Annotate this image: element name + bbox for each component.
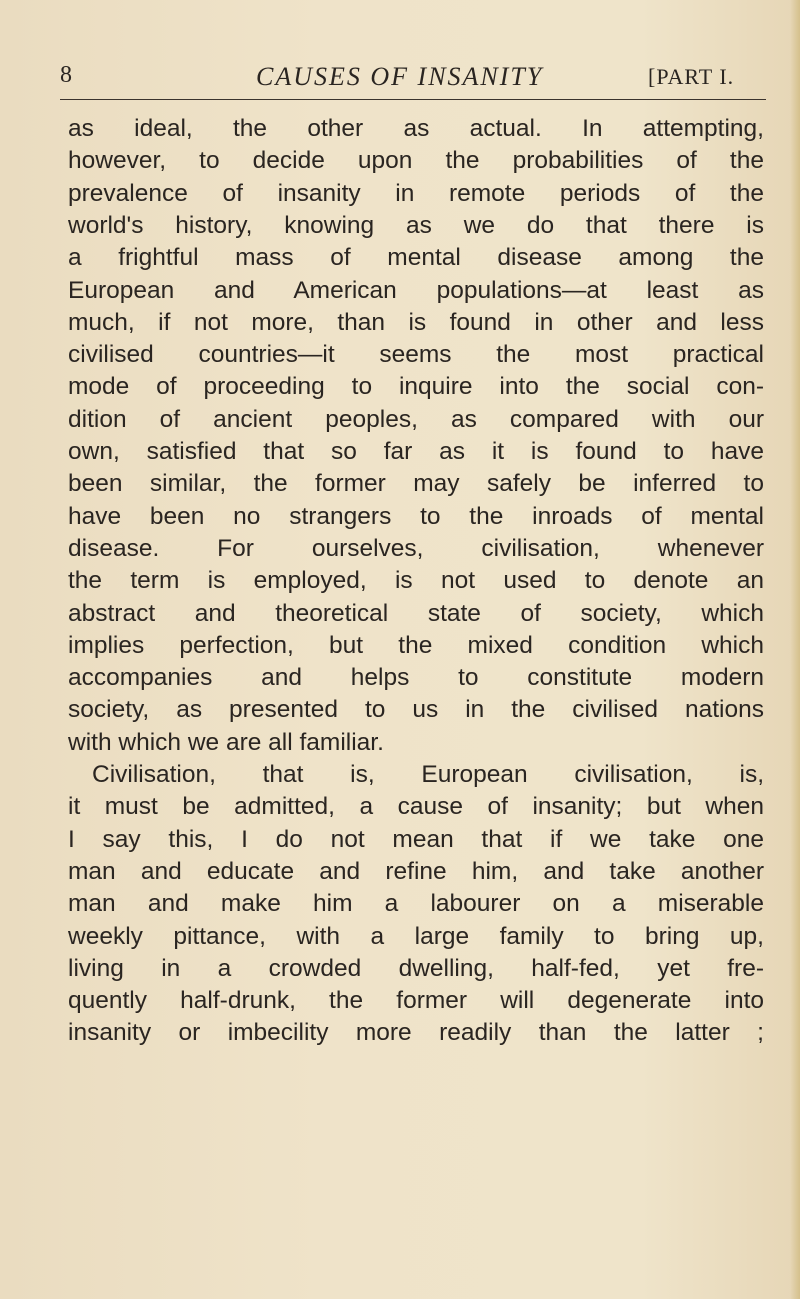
text-line: own, satisfied that so far as it is found to have [68, 438, 764, 465]
text-line: civilised countries—it seems the most practical [68, 341, 764, 369]
text-line: accompanies and helps to constitute modern [68, 664, 764, 692]
text-line: as ideal, the other as actual. In attempting, [68, 115, 764, 142]
text-line: much, if not more, than is found in other and less [68, 308, 764, 336]
text-line: it must be admitted, a cause of insanity; but when [68, 793, 764, 821]
text-line: been similar, the former may safely be inferred to [68, 470, 764, 498]
text-line: quently half-drunk, the former will degenerate into [68, 987, 764, 1015]
header-rule [60, 99, 766, 100]
text-line: Civilisation, that is, European civilisation, is, [92, 761, 764, 788]
page-number: 8 [60, 62, 72, 88]
text-line: have been no strangers to the inroads of mental [68, 502, 764, 530]
page-edge [790, 0, 800, 1299]
text-line: living in a crowded dwelling, half-fed, yet fre- [68, 954, 764, 982]
text-line: mode of proceeding to inquire into the social con- [68, 373, 764, 401]
text-line: prevalence of insanity in remote periods of the [68, 179, 764, 207]
text-line: society, as presented to us in the civilised nations [68, 696, 764, 724]
text-line: man and educate and refine him, and take another [68, 857, 764, 885]
text-line: weekly pittance, with a large family to bring up, [68, 922, 764, 950]
text-line: world's history, knowing as we do that there is [68, 211, 764, 239]
part-label: [PART I. [648, 64, 735, 89]
running-title: CAUSES OF INSANITY [256, 62, 544, 91]
text-line: I say this, I do not mean that if we take one [68, 825, 764, 853]
text-line: however, to decide upon the probabilities of the [68, 147, 764, 175]
running-header [40, 58, 770, 94]
text-line: the term is employed, is not used to denote an [68, 567, 764, 595]
text-line: disease. For ourselves, civilisation, whenever [68, 534, 764, 562]
text-line: European and American populations—at least as [68, 276, 764, 304]
text-line: implies perfection, but the mixed condition which [68, 631, 764, 659]
text-line: dition of ancient peoples, as compared with our [68, 405, 764, 433]
text-line: a frightful mass of mental disease among the [68, 244, 764, 272]
text-line: man and make him a labourer on a miserable [68, 890, 764, 918]
text-line: with which we are all familiar. [68, 728, 384, 756]
text-line: insanity or imbecility more readily than the latter ; [68, 1019, 764, 1047]
text-line: abstract and theoretical state of society, which [68, 599, 764, 627]
